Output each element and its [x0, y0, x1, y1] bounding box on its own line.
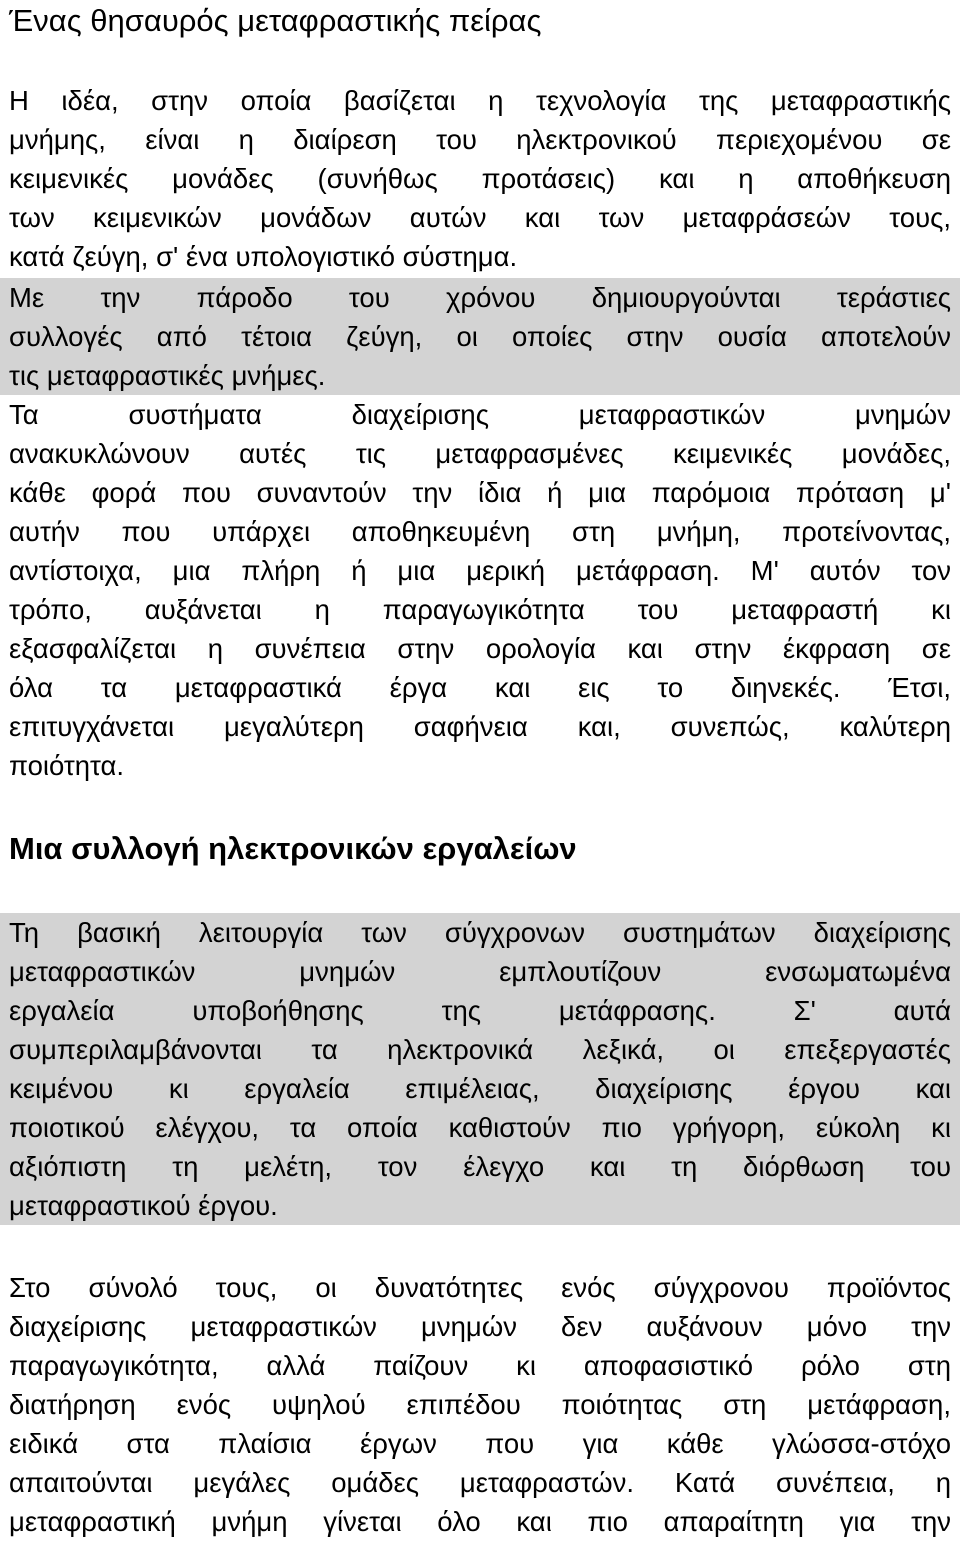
text-line: κειμενικές μονάδες (συνήθως προτάσεις) και η αποθήκευση: [9, 163, 951, 194]
text-line: μεταφραστικών μνημών εμπλουτίζουν ενσωματωμένα: [9, 956, 951, 987]
text-line: αντίστοιχα, μια πλήρη ή μια μερική μετάφραση. Μ' αυτόν τον: [9, 555, 951, 586]
text-line: αυτήν που υπάρχει αποθηκευμένη στη μνήμη, προτείνοντας,: [9, 516, 951, 547]
paragraph-memory-systems: [0, 395, 960, 785]
text-line: εξασφαλίζεται η συνέπεια στην ορολογία και στην έκφραση σε: [9, 633, 951, 664]
text-line: μνήμης, είναι η διαίρεση του ηλεκτρονικού περιεχομένου σε: [9, 124, 951, 155]
text-line: Στο σύνολό τους, οι δυνατότητες ενός σύγχρονου προϊόντος: [9, 1272, 951, 1303]
text-line: διατήρηση ενός υψηλού επιπέδου ποιότητας στη μετάφραση,: [9, 1389, 951, 1420]
text-line: κάθε φορά που συναντούν την ίδια ή μια παρόμοια πρόταση μ': [9, 477, 951, 508]
text-line: κειμένου κι εργαλεία επιμέλειας, διαχείρισης έργου και: [9, 1073, 951, 1104]
section-heading-treasure: Ένας θησαυρός μεταφραστικής πείρας: [9, 3, 542, 38]
text-line: μεταφραστικού έργου.: [9, 1190, 278, 1221]
paragraph-product-capabilities: [0, 1268, 960, 1541]
text-line: ανακυκλώνουν αυτές τις μεταφρασμένες κειμενικές μονάδες,: [9, 438, 951, 469]
paragraph-translation-memory-idea: [0, 81, 960, 276]
text-line: Η ιδέα, στην οποία βασίζεται η τεχνολογία της μεταφραστικής: [9, 85, 951, 116]
text-line: ποιότητα.: [9, 750, 125, 781]
text-line: απαιτούνται μεγάλες ομάδες μεταφραστών. Κατά συνέπεια, η: [9, 1467, 951, 1498]
text-line: επιτυγχάνεται μεγαλύτερη σαφήνεια και, συνεπώς, καλύτερη: [9, 711, 951, 742]
text-line: ποιοτικού ελέγχου, τα οποία καθιστούν πιο γρήγορη, εύκολη κι: [9, 1112, 951, 1143]
text-line: Με την πάροδο του χρόνου δημιουργούνται τεράστιες: [9, 282, 951, 313]
text-line: τις μεταφραστικές μνήμες.: [9, 360, 326, 391]
text-line: τρόπο, αυξάνεται η παραγωγικότητα του μεταφραστή κι: [9, 594, 951, 625]
text-line: αξιόπιστη τη μελέτη, τον έλεγχο και τη διόρθωση του: [9, 1151, 951, 1182]
text-line: όλα τα μεταφραστικά έργα και εις το διηνεκές. Έτσι,: [9, 672, 951, 703]
paragraph-highlighted-collections: [0, 278, 960, 395]
text-line: μεταφραστική μνήμη γίνεται όλο και πιο απαραίτητη για την: [9, 1506, 951, 1537]
text-line: ειδικά στα πλαίσια έργων που για κάθε γλώσσα-στόχο: [9, 1428, 951, 1459]
paragraph-highlighted-tools: [0, 913, 960, 1225]
text-line: Τη βασική λειτουργία των σύγχρονων συστημάτων διαχείρισης: [9, 917, 951, 948]
section-heading-tools: Μια συλλογή ηλεκτρονικών εργαλείων: [9, 831, 577, 866]
text-line: διαχείρισης μεταφραστικών μνημών δεν αυξάνουν μόνο την: [9, 1311, 951, 1342]
text-line: εργαλεία υποβοήθησης της μετάφρασης. Σ' αυτά: [9, 995, 951, 1026]
text-line: Τα συστήματα διαχείρισης μεταφραστικών μνημών: [9, 399, 951, 430]
text-line: κατά ζεύγη, σ' ένα υπολογιστικό σύστημα.: [9, 241, 518, 272]
text-line: των κειμενικών μονάδων αυτών και των μεταφράσεών τους,: [9, 202, 951, 233]
text-line: συμπεριλαμβάνονται τα ηλεκτρονικά λεξικά, οι επεξεργαστές: [9, 1034, 951, 1065]
text-line: συλλογές από τέτοια ζεύγη, οι οποίες στην ουσία αποτελούν: [9, 321, 951, 352]
text-line: παραγωγικότητα, αλλά παίζουν κι αποφασιστικό ρόλο στη: [9, 1350, 951, 1381]
